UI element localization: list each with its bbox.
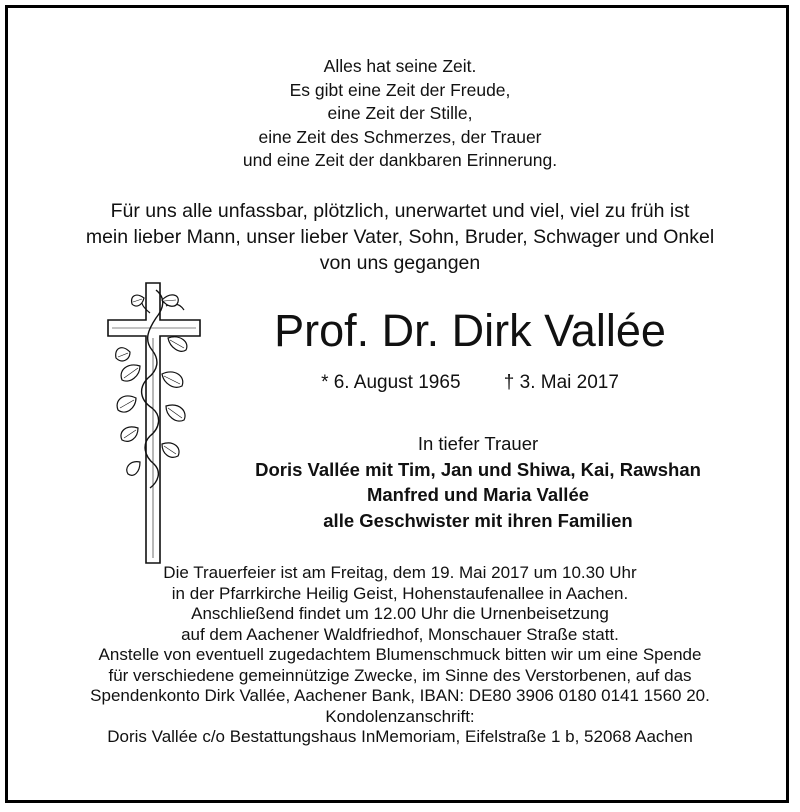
- funeral-line: Anstelle von eventuell zugedachtem Blumenschmuck bitten wir um eine Spende: [98, 645, 702, 664]
- intro-line: mein lieber Mann, unser lieber Vater, Sohn, Bruder, Schwager und Onkel: [85, 226, 715, 248]
- condolence-address: Doris Vallée c/o Bestattungshaus InMemoriam, Eifelstraße 1 b, 52068 Aachen: [107, 727, 693, 746]
- poem-line: Alles hat seine Zeit.: [323, 56, 477, 76]
- condolence-heading: Kondolenzanschrift:: [325, 706, 475, 726]
- poem-line: eine Zeit des Schmerzes, der Trauer: [258, 126, 542, 147]
- poem-line: und eine Zeit der dankbaren Erinnerung.: [242, 150, 558, 170]
- funeral-details: [0, 563, 800, 748]
- funeral-line: Spendenkonto Dirk Vallée, Aachener Bank, IBAN: DE80 3906 0180 0141 1560 20.: [90, 686, 710, 705]
- poem-line: Es gibt eine Zeit der Freude,: [289, 79, 511, 100]
- death-date: † 3. Mai 2017: [503, 372, 619, 393]
- funeral-line: Anschließend findet um 12.00 Uhr die Urnenbeisetzung: [191, 604, 609, 623]
- poem: [0, 55, 800, 173]
- mourning-heading: In tiefer Trauer: [417, 433, 539, 454]
- mourner-line: Manfred und Maria Vallée: [366, 484, 590, 505]
- deceased-name: Prof. Dr. Dirk Vallée: [274, 305, 666, 356]
- poem-line: eine Zeit der Stille,: [327, 103, 473, 123]
- mourners-block: [178, 431, 778, 533]
- funeral-line: in der Pfarrkirche Heilig Geist, Hohenstaufenallee in Aachen.: [171, 583, 629, 603]
- intro-line: Für uns alle unfassbar, plötzlich, unerwartet und viel, viel zu früh ist: [110, 200, 690, 222]
- birth-date: * 6. August 1965: [321, 372, 461, 393]
- funeral-line: auf dem Aachener Waldfriedhof, Monschauer Straße statt.: [181, 624, 619, 644]
- life-dates: [200, 370, 740, 396]
- intro-text: [0, 198, 800, 276]
- mourner-line: Doris Vallée mit Tim, Jan und Shiwa, Kai, Rawshan: [255, 458, 701, 480]
- funeral-line: Die Trauerfeier ist am Freitag, dem 19. Mai 2017 um 10.30 Uhr: [163, 563, 637, 582]
- mourner-line: alle Geschwister mit ihren Familien: [323, 509, 633, 531]
- intro-line: von uns gegangen: [319, 252, 481, 274]
- funeral-line: für verschiedene gemeinnützige Zwecke, im Sinne des Verstorbenen, auf das: [108, 665, 692, 685]
